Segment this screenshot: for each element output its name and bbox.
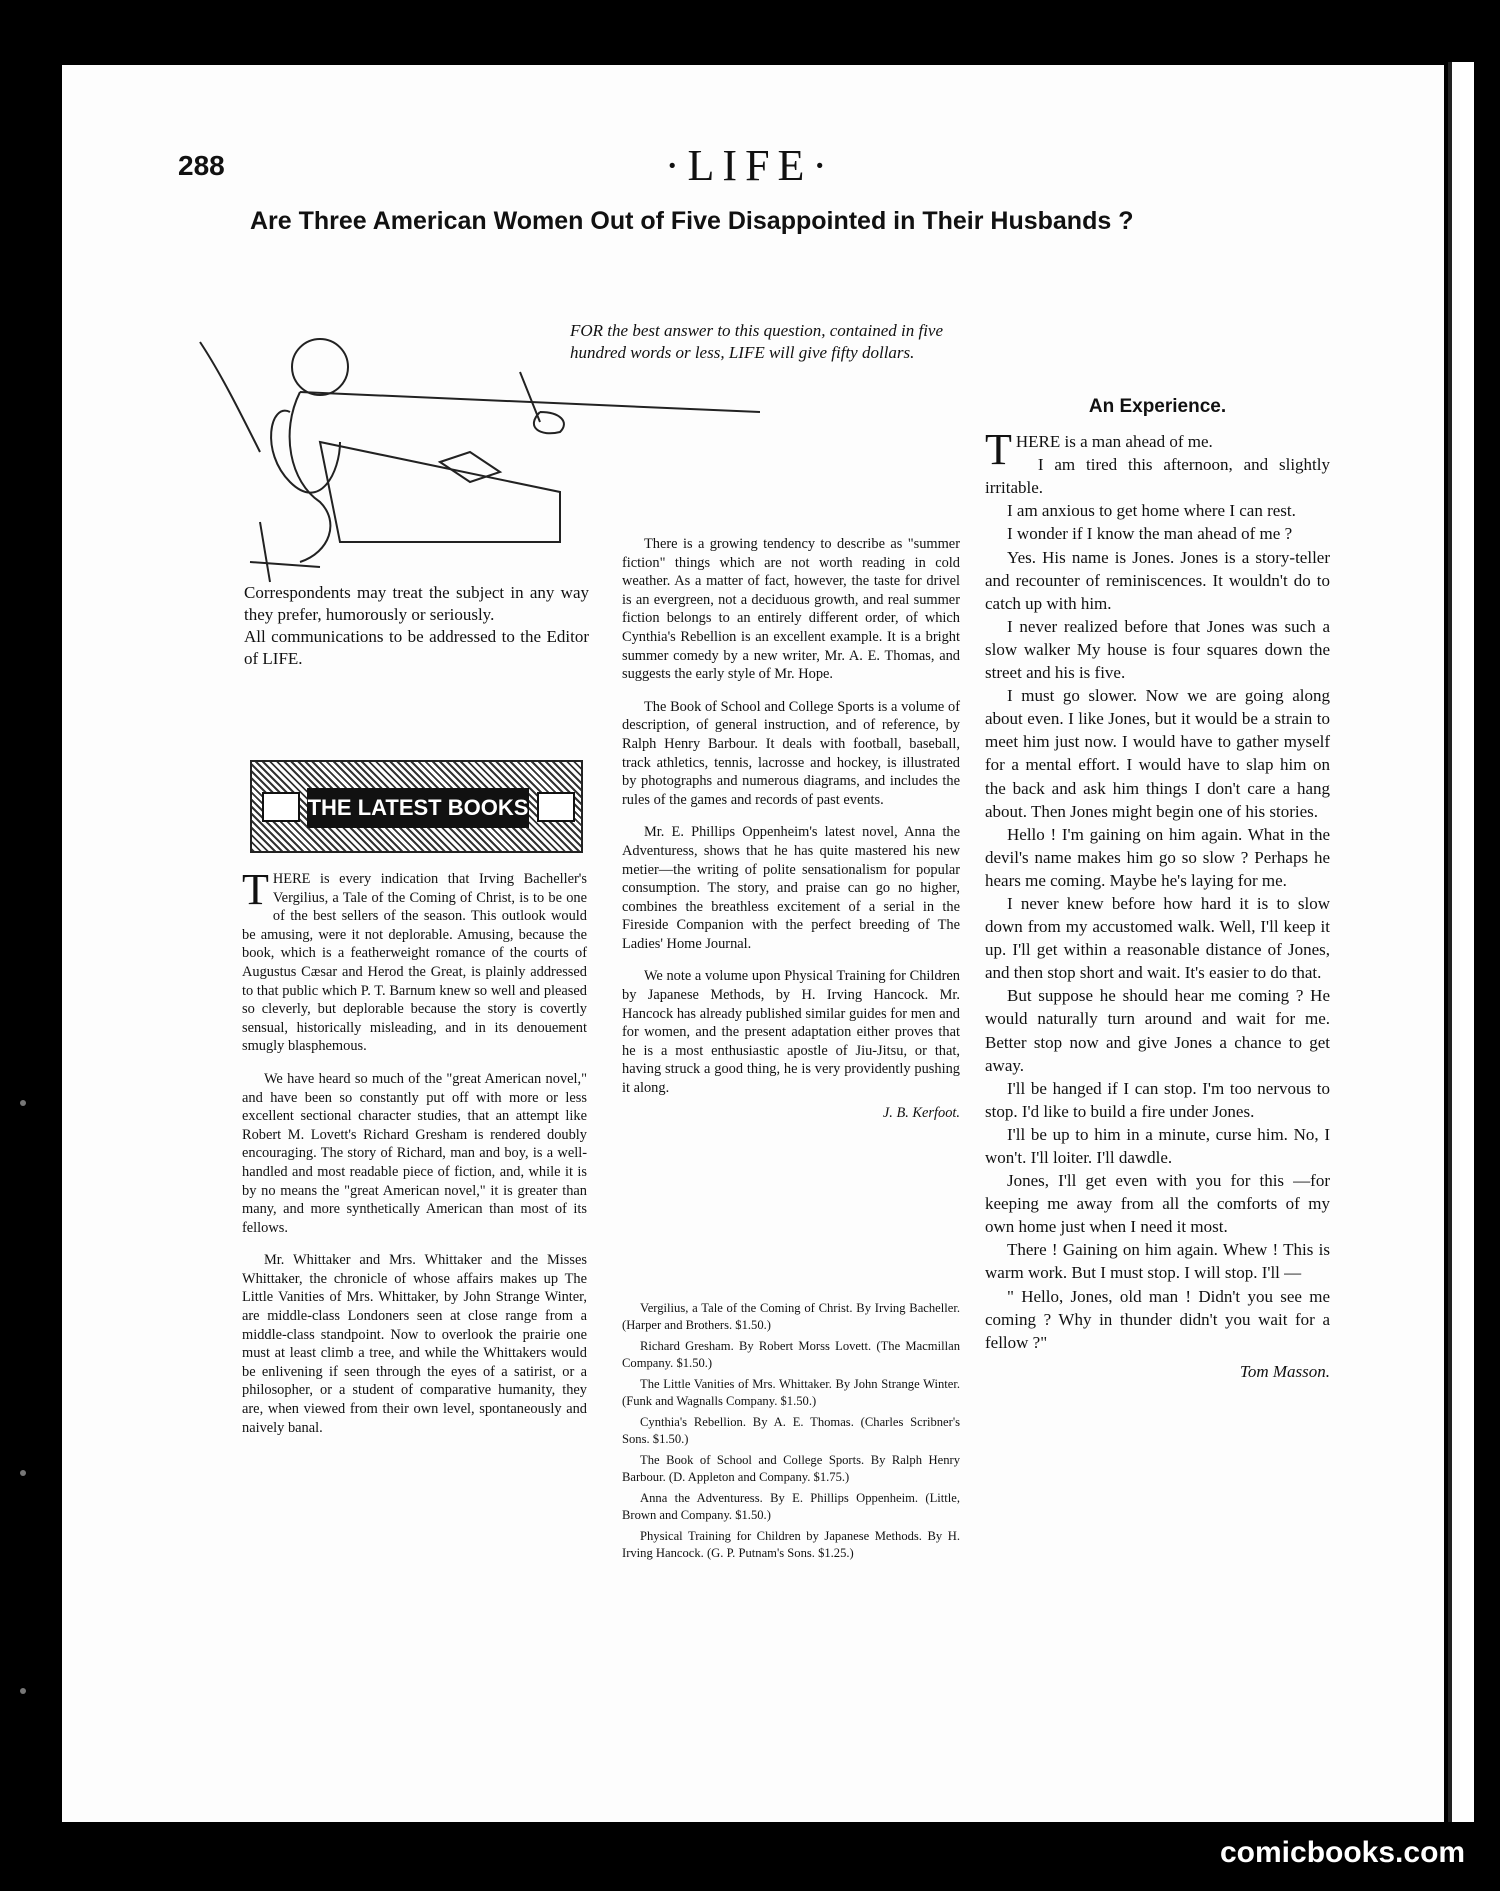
story-paragraph: I am tired this afternoon, and slightly irritable. [985,455,1330,498]
book-icon [262,792,300,822]
page-number: 288 [178,150,225,181]
review-paragraph: The Book of School and College Sports is a volume of description, of general instruction, and of reference, by Ralph Henry Barbour. It deals with football, baseball, track athletics, tennis, lacrosse and hockey, is illustrated by photographs and numerous diagrams, and includes the rules of the games and records of past events. [622,698,960,808]
story-paragraph: I never knew before how hard it is to slow down from my accustomed walk. Well, I'll keep it up. I'll get within a reasonable distance of Jones, and then stop short and wait. It's easier to do that. [985,893,1330,983]
story-paragraph: I wonder if I know the man ahead of me ? [1007,524,1293,544]
story-paragraph: Yes. His name is Jones. Jones is a story-teller and recounter of reminiscences. It wouldn't do to catch up with him. [985,547,1330,613]
story-title: An Experience. [1088,396,1227,417]
latest-books-banner [250,760,583,853]
story-paragraph: I am anxious to get home where I can rest. [1007,501,1296,521]
book-entry: Anna the Adventuress. By E. Phillips Oppenheim. (Little, Brown and Company. $1.50.) [622,1491,960,1522]
review-paragraph: Mr. E. Phillips Oppenheim's latest novel, Anna the Adventuress, shows that he has quite mastered his new metier—the writing of polite sensationalism for popular consumption. The story, and praise can go no higher, combines the breathless excitement of a serial in the Fireside Companion with the perfect breeding of The Ladies' Home Journal. [622,824,960,952]
book-entry: Physical Training for Children by Japanese Methods. By H. Irving Hancock. (G. P. Putnam's Sons. $1.25.) [622,1529,960,1560]
scan-mark [20,1470,26,1476]
contest-announcement: FOR the best answer to this question, contained in five hundred words or less, LIFE will give fifty dollars. [570,321,944,362]
reviews-column [242,865,587,1437]
story-paragraph: HERE is a man ahead of me. [1015,432,1213,452]
story-paragraph: Hello ! I'm gaining on him again. What in the devil's name makes him go so slow ? Perhaps he hears me coming. Maybe he's laying for me. [985,824,1330,890]
author-signature: Tom Masson. [1239,1361,1330,1381]
correspondents-note [244,582,589,670]
story-paragraph: I'll be hanged if I can stop. I'm too nervous to stop. I'd like to build a fire under Jones. [985,1078,1330,1121]
story-paragraph: But suppose he should hear me coming ? He would naturally turn around and wait for me. Better stop now and give Jones a chance to get away. [985,986,1330,1075]
review-paragraph: We have heard so much of the "great American novel," and have been so constantly put off with more or less excellent sectional character studies, that an attempt like Robert M. Lovett's Richard Gresham is rendered doubly encouraging. The story of Richard, man and boy, is a well-handled and most readable piece of fiction, and, while it is by no means the "great American novel," it is greater than many, and more synthetically American than most of its fellows. [242,1070,587,1236]
book-entry: Cynthia's Rebellion. By A. E. Thomas. (Charles Scribner's Sons. $1.50.) [622,1415,960,1446]
masthead: ·LIFE· [664,141,836,190]
story-paragraph: I must go slower. Now we are going along about even. I like Jones, but it would be a strain to meet him just now. I would have to gather myself for a mental effort. I would have to slap him on the back and ask him things I don't care a hang about. Then Jones might begin one of his stories. [985,686,1330,821]
correspondents-line: Correspondents may treat the subject in any way they prefer, humorously or seriously. [244,583,589,624]
story-column [985,395,1330,1383]
scan-mark [20,1100,26,1106]
reviewer-signature: J. B. Kerfoot. [882,1104,960,1121]
book-entry: Richard Gresham. By Robert Morss Lovett. (The Macmillan Company. $1.50.) [622,1339,960,1370]
review-paragraph: There is a growing tendency to describe as "summer fiction" things which are not worth reading in cold weather. As a matter of fact, however, the taste for drivel is an evergreen, not a deciduous growth, and real summer fiction belongs to an entirely different order, of which Cynthia's Rebellion is an excellent example. It is a bright summer comedy by a new writer, Mr. A. E. Thomas, and suggests the early style of Mr. Hope. [622,536,960,683]
review-paragraph: We note a volume upon Physical Training for Children by Japanese Methods, by H. Irving Hancock. Mr. Hancock has already published similar guides for men and for women, and the present adaptation either proves that he is a most enthusiastic apostle of Jiu-Jitsu, or that, having struck a good thing, he is very providently pushing it along. [622,968,960,1097]
book-entry: Vergilius, a Tale of the Coming of Christ. By Irving Bacheller. (Harper and Brothers. $1.50.) [622,1301,960,1332]
reviews-column-2 [622,535,960,1122]
book-list [622,1300,960,1566]
review-paragraph: Mr. Whittaker and Mrs. Whittaker and the Misses Whittaker, the chronicle of whose affairs makes up The Little Vanities of Mrs. Whittaker, by John Strange Winter, are middle-class Londoners seen at close range from a middle-class standpoint. Now to overlook the prairie one must at least climb a tree, and while the Whittakers would be enlivening if seen through the eyes of a satirist, or a philosopher, or a student of comparative humanity, they are, when viewed from their own level, spontaneously and naively banal. [242,1252,587,1436]
story-paragraph: There ! Gaining on him again. Whew ! This is warm work. But I must stop. I will stop. I'll — [985,1240,1330,1283]
address-line: All communications to be addressed to the Editor of LIFE. [244,627,589,668]
review-paragraph: HERE is every indication that Irving Bacheller's Vergilius, a Tale of the Coming of Christ, is to be one of the best sellers of the season. This outlook would be amusing, were it not deplorable. Amusing, because the book, which is a featherweight romance of the courts of Augustus Cæsar and Herod the Great, is plainly addressed to that public which P. T. Barnum knew so well and pleased so cleverly, but deplorable because the story is covertly sensual, historically misleading, and in its denouement smugly blasphemous. [242,871,587,1055]
drop-cap: T [985,425,1012,475]
headline: Are Three American Women Out of Five Disappointed in Their Husbands ? [250,207,1134,235]
story-paragraph: I never realized before that Jones was such a slow walker My house is four squares down the street and his is five. [985,616,1330,683]
story-paragraph: " Hello, Jones, old man ! Didn't you see me coming ? Why in thunder didn't you wait for a fellow ?" [985,1286,1330,1352]
book-icon [537,792,575,822]
book-entry: The Little Vanities of Mrs. Whittaker. By John Strange Winter. (Funk and Wagnalls Company. $1.50.) [622,1377,960,1408]
story-paragraph: Jones, I'll get even with you for this —for keeping me away from all the comforts of my own home just when I need it most. [985,1171,1330,1237]
next-page-edge [1448,62,1474,1822]
scan-mark [20,1688,26,1694]
drop-cap: T [242,865,269,914]
book-entry: The Book of School and College Sports. By Ralph Henry Barbour. (D. Appleton and Company. $1.75.) [622,1453,960,1484]
watermark: comicbooks.com [1220,1836,1466,1869]
story-paragraph: I'll be up to him in a minute, curse him. No, I won't. I'll loiter. I'll dawdle. [985,1124,1330,1167]
banner-title: THE LATEST BOOKS [307,788,529,828]
